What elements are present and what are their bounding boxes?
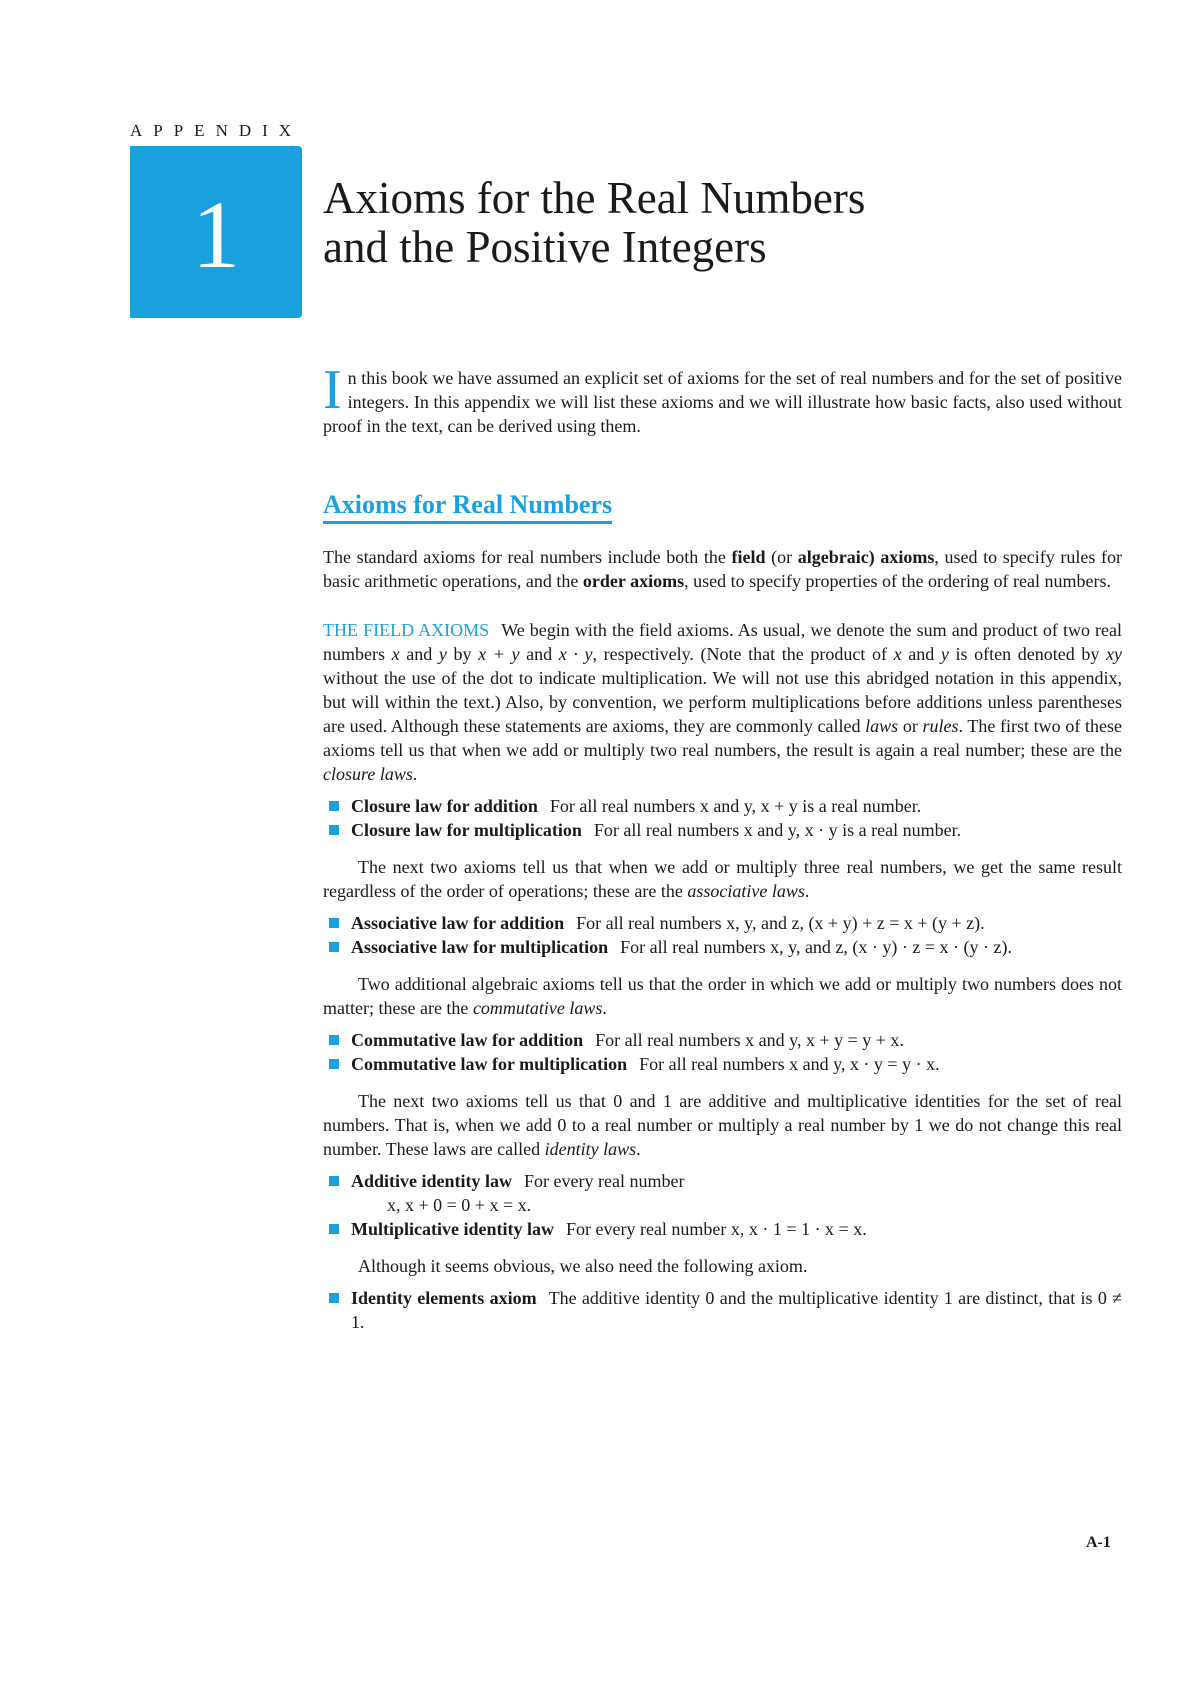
associative-intro <box>323 855 1122 903</box>
square-bullet-icon <box>329 1059 339 1069</box>
square-bullet-icon <box>329 801 339 811</box>
law-text: For every real number <box>524 1171 685 1191</box>
closure-laws-list <box>323 794 1122 842</box>
law-name: Commutative law for addition <box>351 1030 584 1050</box>
law-text: For all real numbers x, y, and z, (x + y) + z = x + (y + z). <box>576 913 985 933</box>
term-rules: rules <box>922 716 959 736</box>
list-item <box>323 1169 1122 1217</box>
text: , respectively. (Note that the product of <box>592 644 894 664</box>
text: (or <box>765 547 798 567</box>
text: by <box>446 644 479 664</box>
appendix-number: 1 <box>192 181 240 288</box>
math: x + y <box>478 644 520 664</box>
text: , used to specify rules for basic arithmetic operations, and the <box>323 547 1122 591</box>
term-laws: laws <box>865 716 899 736</box>
text: . <box>412 764 418 784</box>
term-commutative-laws: commutative laws <box>472 998 603 1018</box>
page-number: A-1 <box>1086 1534 1111 1551</box>
text: or <box>898 716 923 736</box>
term-algebraic-axioms: algebraic) axioms <box>797 547 935 567</box>
identity-elements-list <box>323 1286 1122 1334</box>
law-text: For all real numbers x and y, x · y = y · x. <box>639 1054 940 1074</box>
main-content <box>323 359 1123 1347</box>
list-item <box>323 911 1122 935</box>
text: Two additional algebraic axioms tell us that the order in which we add or multiply two numbers does not matter; these are the <box>323 974 1122 1018</box>
law-name: Commutative law for multiplication <box>351 1054 628 1074</box>
text: . <box>636 1139 641 1159</box>
text: The next two axioms tell us that when we add or multiply three real numbers, we get the same result regardless of the order of operations; these are the <box>323 857 1122 901</box>
term-field: field <box>731 547 766 567</box>
text: . <box>804 881 810 901</box>
text: and <box>901 644 941 664</box>
obvious-paragraph: Although it seems obvious, we also need the following axiom. <box>358 1256 808 1276</box>
square-bullet-icon <box>329 918 339 928</box>
math: x <box>391 644 400 664</box>
law-text: For all real numbers x and y, x · y is a real number. <box>593 820 962 840</box>
list-item <box>323 794 1122 818</box>
text: The standard axioms for real numbers include both the <box>323 547 732 567</box>
law-name: Closure law for addition <box>351 796 538 816</box>
appendix-label: APPENDIX <box>130 121 303 140</box>
text: is often denoted by <box>948 644 1107 664</box>
math: x <box>893 644 902 664</box>
text: and <box>519 644 559 664</box>
square-bullet-icon <box>329 942 339 952</box>
math: x · y <box>558 644 593 664</box>
drop-cap: I <box>323 359 342 421</box>
square-bullet-icon <box>329 825 339 835</box>
law-text: For all real numbers x and y, x + y = y + x. <box>595 1030 904 1050</box>
square-bullet-icon <box>329 1293 339 1303</box>
term-identity-laws: identity laws <box>544 1139 637 1159</box>
term-order-axioms: order axioms <box>582 571 685 591</box>
law-name: Closure law for multiplication <box>351 820 582 840</box>
commutative-intro <box>323 972 1122 1020</box>
law-text: For all real numbers x, y, and z, (x · y) · z = x · (y · z). <box>620 937 1013 957</box>
text: without the use of the dot to indicate multiplication. We will not use this abridged notation in this appendix, but will within the text.) Also, by convention, we perform multiplications before additions unless parentheses are used. Although these statements are axioms, they are commonly called <box>323 668 1122 736</box>
commutative-laws-list <box>323 1028 1122 1076</box>
law-name: Additive identity law <box>351 1171 513 1191</box>
list-item <box>323 818 1122 842</box>
law-name: Associative law for addition <box>351 913 565 933</box>
law-text: The additive identity 0 and the multiplicative identity 1 are distinct, that is 0 ≠ 1. <box>351 1288 1122 1332</box>
text: and <box>399 644 439 664</box>
chapter-title-line-1: Axioms for the Real Numbers <box>323 173 866 223</box>
math: y <box>940 644 949 664</box>
intro-paragraph <box>323 359 1122 438</box>
law-text-continued: x, x + 0 = 0 + x = x. <box>387 1195 532 1215</box>
math: xy <box>1106 644 1122 664</box>
term-closure-laws: closure laws <box>323 764 413 784</box>
list-item <box>323 1286 1122 1334</box>
law-text: For all real numbers x and y, x + y is a real number. <box>549 796 922 816</box>
law-name: Multiplicative identity law <box>351 1219 554 1239</box>
identity-laws-list <box>323 1169 1122 1241</box>
appendix-number-box <box>130 146 302 318</box>
text: , used to specify properties of the ordering of real numbers. <box>684 571 1111 591</box>
text: The next two axioms tell us that 0 and 1 are additive and multiplicative identities for the set of real numbers. That is, when we add 0 to a real number or multiply a real number by 1 we do not change this real number. These laws are called <box>323 1091 1122 1159</box>
square-bullet-icon <box>329 1176 339 1186</box>
list-item <box>323 1052 1122 1076</box>
term-associative-laws: associative laws <box>687 881 805 901</box>
math: y <box>438 644 447 664</box>
list-item <box>323 935 1122 959</box>
associative-laws-list <box>323 911 1122 959</box>
real-axioms-paragraph <box>323 545 1122 593</box>
list-item <box>323 1028 1122 1052</box>
field-axioms-paragraph <box>323 618 1122 786</box>
list-item <box>323 1217 1122 1241</box>
intro-text: n this book we have assumed an explicit set of axioms for the set of real numbers and for the set of positive integers. In this appendix we will list these axioms and we will illustrate how basic facts, also used without proof in the text, can be derived using them. <box>323 368 1122 436</box>
text: . The first two of these axioms tell us that when we add or multiply two real numbers, the result is again a real number; these are the <box>323 716 1122 760</box>
square-bullet-icon <box>329 1224 339 1234</box>
law-name: Associative law for multiplication <box>351 937 609 957</box>
chapter-title-line-2: and the Positive Integers <box>323 222 767 272</box>
law-name: Identity elements axiom <box>351 1288 537 1308</box>
identity-intro <box>323 1089 1122 1161</box>
section-heading: Axioms for Real Numbers <box>323 493 612 524</box>
text: We begin with the field axioms. As usual, we denote the sum and product of two real numbers <box>323 620 1123 664</box>
square-bullet-icon <box>329 1035 339 1045</box>
text: . <box>602 998 607 1018</box>
chapter-title <box>323 174 865 272</box>
field-axioms-runin: THE FIELD AXIOMS <box>323 620 490 640</box>
law-text: For every real number x, x · 1 = 1 · x = x. <box>565 1219 867 1239</box>
